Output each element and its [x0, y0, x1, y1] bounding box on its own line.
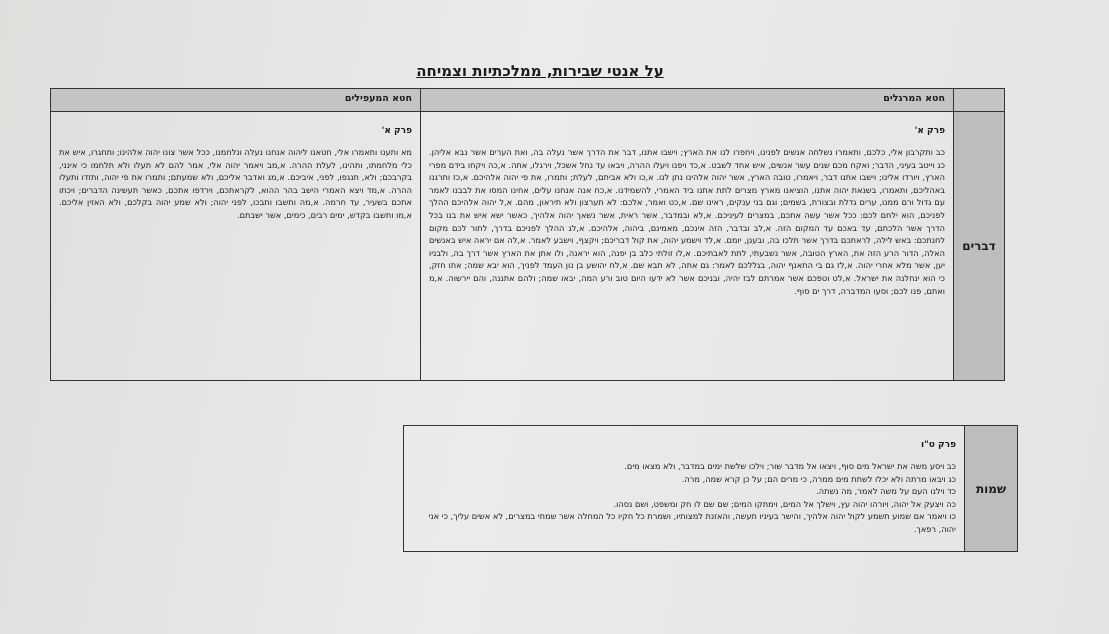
defiers-text: מא ותענו ותאמרו אלי, חטאנו ליהוה אנחנו נעלה ונלחמנו, ככל אשר צונו יהוה אלהינו; ותחגרו, איש את כלי מלחמתו, ותהינו, לעלת ההרה. א,מב ויאמר יהוה אלי, אמר להם לא תעלו ולא תלחמו כי אינני, בקרבכם; ולא, תנגפו, לפני, איביכם. א,מג ואדבר אליכם, ולא שמעתם; ותמרו את פי יהוה, ותזדו ותעלו ההרה. א,מד ויצא האמרי הישב בהר ההוא, לקראתכם, וירדפו אתכם, כאשר תעשינה הדברים; ויכתו אתכם בשעיר, עד חרמה. א,מה ותשבו ותבכו, לפני יהוה; ולא שמע יהוה בקלכם, ולא האזין אליכם. א,מו ותשבו בקדש, ימים רבים, כימים, אשר ישבתם.: [59, 147, 412, 220]
exodus-cell: [404, 426, 965, 552]
verse-line: כב ויסע משה את ישראל מים סוף, ויצאו אל מדבר שור; וילכו שלשת ימים במדבר, ולא מצאו מים.: [624, 461, 956, 471]
verse-line: כה ויצעק אל יהוה, ויורהו יהוה עץ, וישלך אל המים, וימתקו המים; שם שם לו חק ומשפט, ושם נסהו.: [613, 498, 956, 509]
verse-line: כג ויבאו מרתה ולא יכלו לשתת מים ממרה, כי מרים הם; על כן קרא שמה, מרה.: [681, 473, 956, 484]
defiers-cell: [51, 112, 421, 381]
spies-cell: [421, 112, 954, 381]
book-label-exodus: שמות: [965, 426, 1018, 552]
defiers-header: חטא המעפילים: [51, 89, 421, 112]
document-title: על אנטי שבירות, ממלכתיות וצמיחה: [416, 62, 664, 80]
book-label-deuteronomy: דברים: [954, 112, 1005, 381]
deuteronomy-table: [50, 88, 1005, 381]
chapter-heading: פרק ט"ו: [921, 440, 956, 450]
chapter-heading: פרק א': [381, 126, 412, 136]
chapter-heading: פרק א': [914, 126, 945, 136]
spies-header: חטא המרגלים: [421, 89, 954, 112]
verse-line: כו ויאמר אם שמוע תשמע לקול יהוה אלהיך, והישר בעיניו תעשה, והאזנת למצותיו, ושמרת כל חקיו כל המחלה אשר שמתי במצרים, לא אשים עליך, כי אני יהוה, רפאך.: [428, 511, 956, 534]
verse-line: כד וילנו העם על משה לאמר, מה נשתה.: [816, 486, 956, 497]
exodus-table: [403, 425, 1018, 552]
spies-text: כב ותקרבון אלי, כלכם, ותאמרו נשלחה אנשים לפנינו, ויחפרו לנו את הארץ; וישבו אתנו, דבר את הדרך אשר נעלה בה, ואת הערים אשר נבא אליהן. כג וייטב בעיני, הדבר; ואקח מכם שנים עשר אנשים, איש אחד לשבט. א,כד ויפנו ויעלו ההרה, ויבאו עד נחל אשכל, וירגלו, אתה. א,כה ויקחו בידם מפרי הארץ, ויורדו אלינו; וישבו אתנו דבר, ויאמרו, טובה הארץ, אשר יהוה אלהינו נתן לנו. א,כו ולא אביתם, לעלת; ותמרו, את פי יהוה אלהיכם. א,כז ותרגנו באהליכם, ותאמרו, בשנאת יהוה אתנו, הוציאנו מארץ מצרים לתת אתנו ביד האמרי, להשמידנו. א,כח אנה אנחנו עלים, אחינו המסו את לבבנו לאמר עם גדול ורם ממנו, ערים גדלת ובצורת, בשמים; וגם בני ענקים, ראינו שם. א,כט ואמר, אלכם: לא תערצון ולא תיראון, מהם. א,ל יהוה אלהיכם ההלך לפניכם, הוא ילחם לכם: ככל אשר עשה אתכם, במצרים לעיניכם. א,לא ובמדבר, אשר ראית, אשר נשאך יהוה אלהיך, כאשר ישא איש את בנו בכל הדרך אשר הלכתם, עד באכם עד המקום הזה. א,לב ובדבר, הזה אינכם, מאמינם, ביהוה, אלהיכם. א,לג ההלך לפניכם בדרך, לתור לכם מקום לחנתכם: באש לילה, לראתכם בדרך אשר תלכו בה, ובענן, יומם. א,לד וישמע יהוה, את קול דבריכם; ויקצף, וישבע לאמר. א,לה אם יראה איש באנשים האלה, הדור הרע הזה את, הארץ הטובה, אשר נשבעתי, לתת לאבתיכם. א,לו זולתי כלב בן יפנה, הוא יראנה, ולו אתן את הארץ אשר דרך בה, ולבניו יען, אשר מלא אחרי יהוה. א,לז גם בי התאנף יהוה, בגללכם לאמר: גם אתה, לא תבא שם. א,לח יהושע בן נון העמד לפניך, הוא יבא שמה; אתו חזק, כי הוא ינחלנה את ישראל. א,לט וטפכם אשר אמרתם לבז יהיה, ובניכם אשר לא ידעו היום טוב ורע המה, יבאו שמה; ולהם אתננה, והם יירשוה. א,מ ואתם, פנו לכם; וסעו המדברה, דרך ים סוף.: [429, 147, 945, 296]
label-header-cell: [954, 89, 1005, 112]
exodus-text: [404, 460, 964, 542]
